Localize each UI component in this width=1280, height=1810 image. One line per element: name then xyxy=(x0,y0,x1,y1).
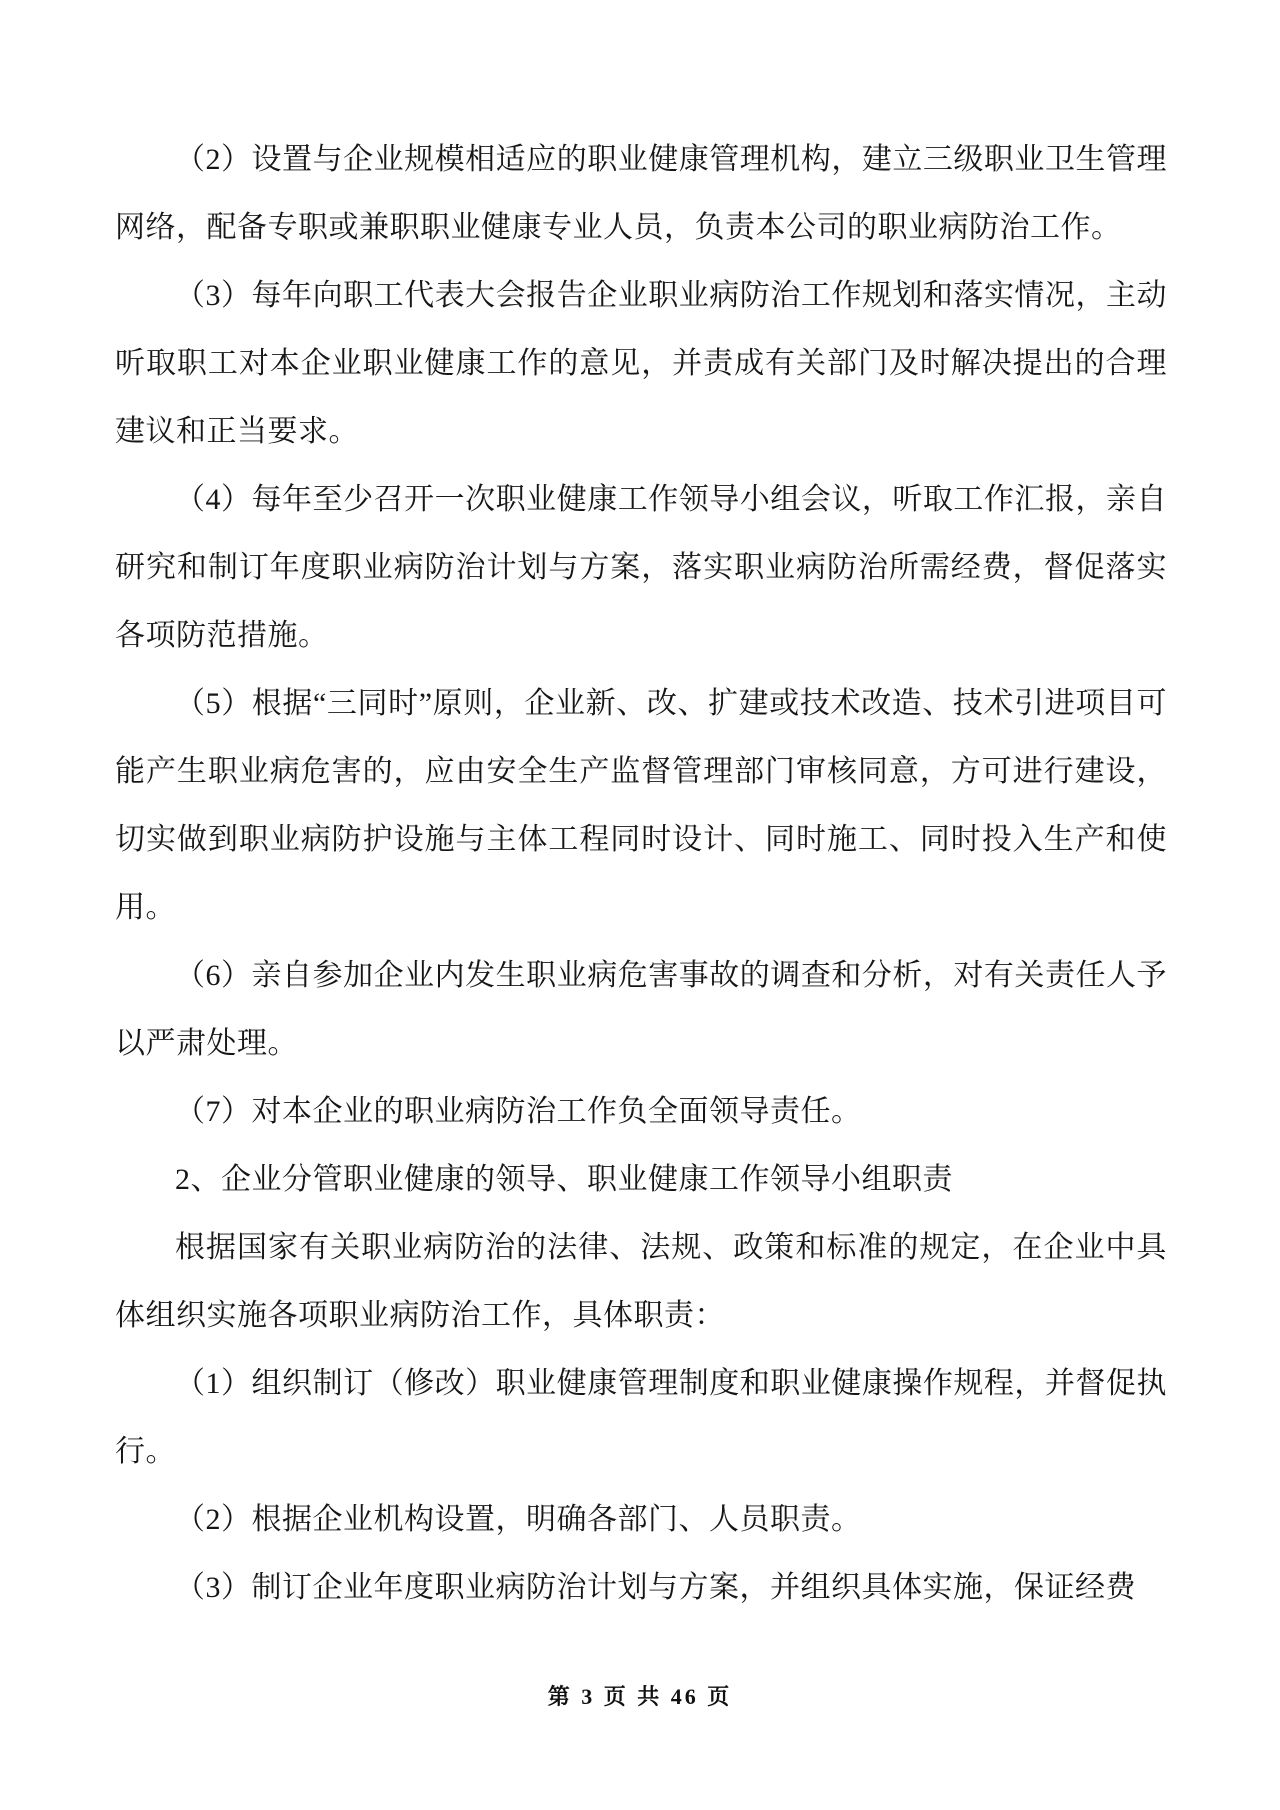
paragraph: （4）每年至少召开一次职业健康工作领导小组会议，听取工作汇报，亲自研究和制订年度职业病防治计划与方案，落实职业病防治所需经费，督促落实各项防范措施。 xyxy=(115,483,1167,652)
paragraph: （6）亲自参加企业内发生职业病危害事故的调查和分析，对有关责任人予以严肃处理。 xyxy=(115,959,1167,1060)
paragraph: 根据国家有关职业病防治的法律、法规、政策和标准的规定，在企业中具体组织实施各项职业病防治工作，具体职责： xyxy=(115,1231,1167,1332)
paragraph: （7）对本企业的职业病防治工作负全面领导责任。 xyxy=(175,1095,862,1128)
paragraph: 2、企业分管职业健康的领导、职业健康工作领导小组职责 xyxy=(175,1163,953,1196)
paragraph: （2）设置与企业规模相适应的职业健康管理机构，建立三级职业卫生管理网络，配备专职或兼职职业健康专业人员，负责本公司的职业病防治工作。 xyxy=(115,143,1167,244)
document-body xyxy=(115,126,1167,1622)
paragraph: （1）组织制订（修改）职业健康管理制度和职业健康操作规程，并督促执行。 xyxy=(115,1367,1167,1468)
paragraph: （3）制订企业年度职业病防治计划与方案，并组织具体实施，保证经费 xyxy=(175,1571,1136,1604)
paragraph: （5）根据“三同时”原则，企业新、改、扩建或技术改造、技术引进项目可能产生职业病危害的，应由安全生产监督管理部门审核同意，方可进行建设，切实做到职业病防护设施与主体工程同时设计、同时施工、同时投入生产和使用。 xyxy=(115,687,1167,924)
paragraph: （2）根据企业机构设置，明确各部门、人员职责。 xyxy=(175,1503,862,1536)
page-number-label: 第 3 页 共 46 页 xyxy=(547,1684,733,1709)
paragraph: （3）每年向职工代表大会报告企业职业病防治工作规划和落实情况，主动听取职工对本企业职业健康工作的意见，并责成有关部门及时解决提出的合理建议和正当要求。 xyxy=(115,279,1167,448)
page-footer xyxy=(0,1680,1280,1711)
